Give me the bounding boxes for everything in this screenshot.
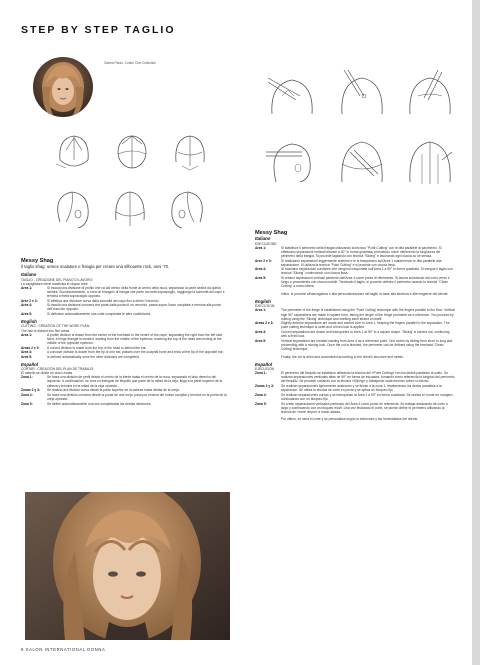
instruction-row — [255, 402, 455, 414]
portrait-illustration — [33, 57, 93, 117]
row-text: Se realiza una división curva desde la parte superior de la cabeza hasta detrás de la oreja. — [47, 388, 180, 393]
head-diagram-back-curve — [106, 186, 154, 234]
section-heading: Messy Shag — [21, 258, 54, 264]
instruction-row — [21, 375, 228, 387]
row-text: Si creano separazioni verticali partendo dall'Area 4 come punto di riferimento. Si lavora scivolando dal corto verso il lungo e procedendo con ciocca mobile. Terminato il taglio, si procede definire il perimetro usando la tecnica "Clean Cutting" a mano libera. — [281, 276, 450, 289]
row-text: Si stabilisce il perimetro della frangia utilizzando la tecnica "Point Cutting" con le dita parallele al pavimento. Si effettuano separazioni verticali elevate a 90° in forma quadrata, prendendo come riferimento la lunghezza del perimetro della frangia. Si procede tagliando con tecnica "Slicing" e lavorando ogni ciocca su se stessa. — [281, 245, 442, 258]
row-text: Si realizzano separazioni leggermente anteriori e le si trasportano sull'Area 1 mantenendo le dita parallele alla separazione. Si utilizza la tecnica "Point Cutting" e si procede con ciocca fissa. — [281, 258, 442, 267]
row-label: Zona 1: — [21, 375, 33, 380]
row-text: The perimeter of the fringe is established using the 'Point Cutting' technique with the fingers parallel to the floor. Vertical high 90° separations are made in square form, taking the length of the fringe perimeter as a reference. You proceed by cutting using the 'Slicing' technique and working each strand on itself. — [281, 308, 455, 321]
row-label: Area 5: — [255, 276, 267, 281]
row-label: Area 1: — [21, 332, 33, 337]
row-text: Si traccia una divisione di profilo che va dal centro della fronte al centro della nuca, separando la parte destra da quella sinistra. Successivamente, si crea un triangolo di frangia che parte da metà sopracciglio, raggiunge la sommità del capo e termina a metà sopracciglio opposto. — [47, 285, 225, 298]
left-text-column — [21, 258, 228, 406]
row-label: Area 4: — [255, 267, 267, 272]
intro-line: The hair is divided into five areas. — [21, 328, 71, 333]
model-photo-illustration — [25, 492, 230, 640]
cutting-diagram-4 — [262, 134, 322, 188]
right-text-column — [255, 230, 455, 422]
row-label: Aree 2 e 3: — [255, 258, 272, 263]
instruction-row — [255, 267, 455, 275]
row-text: Vertical separations are created starting from Area 4 as a reference point. One works by sliding from short to long and proceeding with a moving lock. Once the cut is finished, the perimeter can be defined using the freehand 'Clean Cutting' technique. — [281, 338, 453, 352]
language-label-english: English — [21, 319, 37, 325]
row-text: El perímetro del flequillo se establece utilizando la técnica del «Point Cutting» con los dedos paralelos al suelo. Se realizan separaciones verticales altas de 90° en forma de escuadra, tomando como referencia la longitud del perímetro del flequillo. Se procede cortando con la técnica «Slicing» y trabajando cada mechón sobre sí mismo. — [281, 371, 455, 384]
language-label-english: English — [255, 299, 271, 305]
row-label: Zonas 2 y 3: — [255, 383, 275, 388]
language-label-spanish: Español — [255, 361, 273, 367]
head-diagram-top — [110, 130, 154, 174]
model-portrait — [33, 57, 93, 117]
row-text: Curved separations are drawn and transported to Area 1 at 90° in a square shape. 'Slicing' is carried out, continuing with a fixed lock. — [281, 330, 450, 339]
row-label: Area 4: — [21, 303, 33, 308]
head-diagram-back — [168, 130, 212, 174]
closing-text: Finally, the cut is dried and customised according to the client's structure and needs. — [281, 354, 404, 359]
page-footer: 8 SALON INTERNATIONAL DONNA — [21, 647, 106, 652]
instruction-row — [21, 402, 228, 406]
head-diagram-side-left — [48, 186, 96, 234]
instruction-row — [21, 388, 228, 392]
language-label-spanish: Español — [21, 361, 39, 367]
section-heading: Messy Shag — [255, 230, 288, 236]
row-text: A curved division is made from the top of the head to behind the ear. — [47, 345, 147, 350]
row-label: Aree 2 e 3: — [21, 298, 38, 303]
row-text: Si tracciano separazioni curvilinee che vengono trasportate sull'Area 1 a 90° in forma quadrata. Si esegue il taglio con tecnica "Slicing" continuando con ciocca fissa. — [281, 267, 453, 276]
instruction-row — [255, 384, 455, 392]
instruction-row — [21, 393, 228, 401]
row-text: Si traccia una divisione concava che parte dalla punta di un orecchio, passa sopra l'osso occipitale e termina alla punta dell'orecchio opposto. — [47, 303, 221, 312]
closing-row — [255, 355, 455, 359]
intro-line: CUTTING - CREATION OF THE WORK PLAN: — [21, 324, 90, 329]
instruction-row — [255, 393, 455, 401]
intro-line: El cabello se divide en cinco zonas. — [21, 371, 74, 376]
row-label: Zona 5: — [255, 401, 267, 406]
instruction-row — [21, 299, 228, 303]
model-photo — [25, 492, 230, 640]
instruction-row — [255, 259, 455, 267]
row-label: Area 1: — [21, 285, 33, 290]
page-edge — [472, 0, 480, 665]
instruction-row — [21, 312, 228, 316]
row-label: Zona 1: — [255, 371, 267, 376]
photo-credit: Gabba Pardo, Cuttez Chic Collection — [104, 61, 157, 65]
row-text: Se traza una división cóncava desde la punta de una oreja, pasa por encima del hueso occipital y termina en la punta de la oreja opuesta. — [47, 392, 227, 402]
row-text: Si definisce automaticamente una volta completate le altre suddivisioni. — [47, 312, 152, 317]
instruction-row — [255, 276, 455, 288]
row-text: A profile division is drawn from the centre of the forehead to the centre of the nape, separating the right from the left side. Next, a fringe triangle is created, starting from the middle of the eyebrow, reaching the top of the head and ending at the middle of the opposite eyebrow. — [47, 332, 224, 345]
cutting-diagram-3 — [398, 66, 460, 120]
row-label: Areas 2 e 3: — [21, 345, 40, 350]
row-label: Zona 4: — [21, 392, 33, 397]
closing-text: Por último, se seca el corte y se personaliza según la estructura y las necesidades del cliente. — [281, 417, 419, 422]
closing-row — [255, 292, 455, 296]
row-text: Slightly anterior separations are made and carried over to Area 1, keeping the fingers parallel to the separation. The point cutting technique is used and a fixed lock is applied. — [281, 321, 450, 330]
instruction-row — [255, 321, 455, 329]
cutting-diagram-2 — [330, 66, 392, 120]
instruction-row — [21, 346, 228, 350]
row-label: Areas 2 e 3: — [255, 321, 274, 326]
row-label: Area 1: — [255, 308, 267, 313]
row-text: Se traza una división de perfil desde el centro de la frente hasta el centro de la nuca, separando el lado derecho del izquierdo. A continuación, se crea un triángulo de flequillo que parte de la mitad de la ceja, llega a la parte superior de la cabeza y termina en la mitad de la ceja opuesta. — [47, 375, 223, 388]
row-label: Zona 5: — [21, 401, 33, 406]
section-subheading: Il taglio shag: unisce scalature e frangia per creare una silhouette rock, anni '70. — [21, 264, 170, 270]
head-diagram-front — [52, 130, 96, 174]
instruction-row — [255, 330, 455, 338]
row-text: Se define automáticamente una vez completadas las demás divisiones. — [47, 401, 152, 406]
row-label: Area 5: — [21, 354, 33, 359]
row-label: Area 4: — [255, 330, 267, 335]
row-label: Area 5: — [21, 312, 33, 317]
language-label-italian: Italiano — [21, 272, 37, 278]
instruction-row — [21, 355, 228, 359]
language-label-italian: Italiano — [255, 236, 271, 242]
closing-text: Infine, si procede all'asciugatura e alla personalizzazione del taglio in base alla struttura e alle esigenze del cliente. — [281, 292, 449, 297]
intro-line: La capigliatura viene suddivisa in cinque aree. — [21, 281, 89, 286]
cutting-diagram-5 — [330, 130, 392, 188]
instruction-row — [21, 350, 228, 354]
page-title: STEP BY STEP TAGLIO — [21, 24, 176, 36]
head-diagram-side-right — [164, 186, 212, 234]
instruction-row — [255, 371, 455, 383]
instruction-row — [21, 286, 228, 298]
row-label: Zonas 2 y 3: — [21, 388, 41, 393]
row-text: Si effettua una divisione curva dalla sommità del capo fino a dietro l'orecchio. — [47, 298, 160, 303]
instruction-row — [255, 246, 455, 258]
row-text: Se realizan separaciones ligeramente anteriores y se llevan a la zona 1, manteniendo los dedos paralelos a la separación. Se utiliza la técnica de corte en punta y se aplica un bloqueo fijo. — [281, 383, 442, 393]
intro-line: TAGLIO - CREAZIONE DEL PIANO DI LAVORO: — [21, 277, 93, 282]
intro-line: EJECUCIÓN — [255, 367, 275, 372]
cutting-diagram-1 — [262, 70, 322, 120]
instruction-row — [21, 333, 228, 345]
row-label: Area 4: — [21, 350, 33, 355]
instruction-row — [255, 308, 455, 320]
row-text: Is defined automatically once the other divisions are completed. — [47, 354, 140, 359]
row-label: Area 1: — [255, 245, 267, 250]
intro-line: EXECUTION: — [255, 304, 276, 309]
intro-line: ESECUZIONE: — [255, 241, 278, 246]
instruction-row — [21, 303, 228, 311]
row-label: Area 5: — [255, 338, 267, 343]
cutting-diagram-6 — [398, 130, 460, 188]
row-text: A concave division is drawn from the tip of one ear, passes over the occipital bone and ends at the tip of the opposite ear. — [47, 350, 224, 355]
row-text: Se realizan separaciones curvas y se transportan al Área 1 a 90° en forma cuadrada. Se realiza el «corte en rodajas», continuando con un bloqueo fijo. — [281, 392, 454, 401]
closing-row — [255, 417, 455, 421]
row-text: Se crean separaciones verticales partiendo del Área 4 como punto de referencia. Se trabaja deslizando de corto a largo y continuando con un bloqueo móvil. Una vez finalizado el corte, se puede definir el perímetro utilizando la técnica de «corte limpio» a mano alzada. — [281, 401, 448, 414]
intro-line: CORTAR - CREACIÓN DEL PLAN DE TRABAJO: — [21, 367, 95, 372]
row-label: Zona 4: — [255, 392, 267, 397]
instruction-row — [255, 339, 455, 351]
